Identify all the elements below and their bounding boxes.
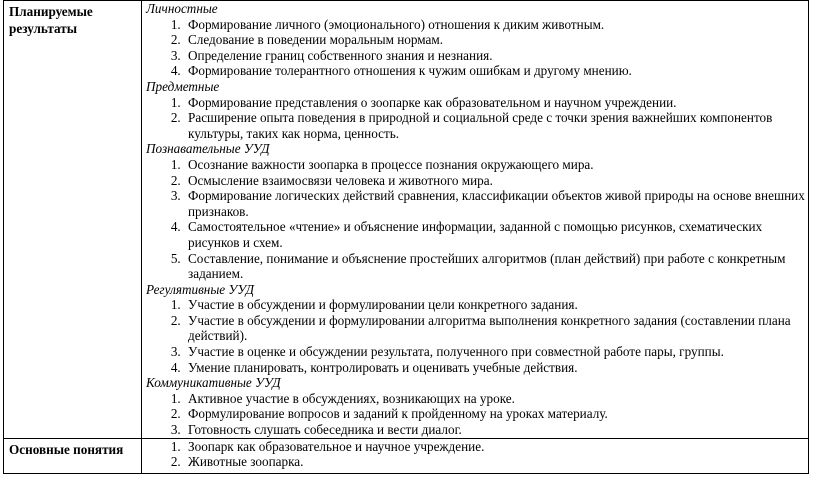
list-item: 1. Активное участие в обсуждениях, возникающих на уроке. xyxy=(184,391,808,407)
list-item: 3. Определение границ собственного знания и незнания. xyxy=(184,48,808,64)
row-label-basic-concepts: Основные понятия xyxy=(4,438,142,473)
list-item: 2. Расширение опыта поведения в природной и социальной среде с точки зрения важнейших компонентов культуры, таких как норма, ценность. xyxy=(184,110,808,141)
list-communicative xyxy=(146,391,808,438)
table-row-basic-concepts xyxy=(4,438,809,473)
list-item: 2. Осмысление взаимосвязи человека и животного мира. xyxy=(184,173,808,189)
list-item: 1. Осознание важности зоопарка в процессе познания окружающего мира. xyxy=(184,157,808,173)
planned-results-content xyxy=(142,1,809,439)
list-personal xyxy=(146,17,808,79)
list-item: 5. Составление, понимание и объяснение простейших алгоритмов (план действий) при работе с конкретным заданием. xyxy=(184,251,808,282)
list-item: 3. Формирование логических действий сравнения, классификации объектов живой природы на основе внешних признаков. xyxy=(184,188,808,219)
list-item: 4. Умение планировать, контролировать и оценивать учебные действия. xyxy=(184,360,808,376)
list-regulatory xyxy=(146,297,808,375)
list-item: 4. Самостоятельное «чтение» и объяснение информации, заданной с помощью рисунков, схематических рисунков и схем. xyxy=(184,219,808,250)
list-basic-concepts xyxy=(146,439,808,470)
list-item: 2. Животные зоопарка. xyxy=(184,454,808,470)
list-item: 1. Формирование представления о зоопарке как образовательном и научном учреждении. xyxy=(184,95,808,111)
list-item: 1. Формирование личного (эмоционального) отношения к диким животным. xyxy=(184,17,808,33)
list-item: 4. Формирование толерантного отношения к чужим ошибкам и другому мнению. xyxy=(184,63,808,79)
list-item: 1. Зоопарк как образовательное и научное учреждение. xyxy=(184,439,808,455)
section-title-communicative: Коммуникативные УУД xyxy=(146,375,281,391)
basic-concepts-content xyxy=(142,438,809,473)
list-item: 2. Формулирование вопросов и заданий к пройденному на уроках материалу. xyxy=(184,406,808,422)
section-title-cognitive: Познавательные УУД xyxy=(146,141,270,157)
row-label-planned-results: Планируемые результаты xyxy=(4,1,142,439)
table-row-planned-results xyxy=(4,1,809,439)
section-title-subject: Предметные xyxy=(146,78,220,94)
list-item: 1. Участие в обсуждении и формулировании цели конкретного задания. xyxy=(184,297,808,313)
list-item: 2. Участие в обсуждении и формулировании алгоритма выполнения конкретного задания (составлении плана действий). xyxy=(184,313,808,344)
list-cognitive xyxy=(146,157,808,282)
list-item: 3. Участие в оценке и обсуждении результата, полученного при совместной работе пары, группы. xyxy=(184,344,808,360)
lesson-plan-table xyxy=(3,0,809,474)
list-item: 2. Следование в поведении моральным нормам. xyxy=(184,32,808,48)
section-title-regulatory: Регулятивные УУД xyxy=(146,281,255,297)
list-subject xyxy=(146,95,808,142)
list-item: 3. Готовность слушать собеседника и вести диалог. xyxy=(184,422,808,438)
section-title-personal: Личностные xyxy=(146,1,218,16)
